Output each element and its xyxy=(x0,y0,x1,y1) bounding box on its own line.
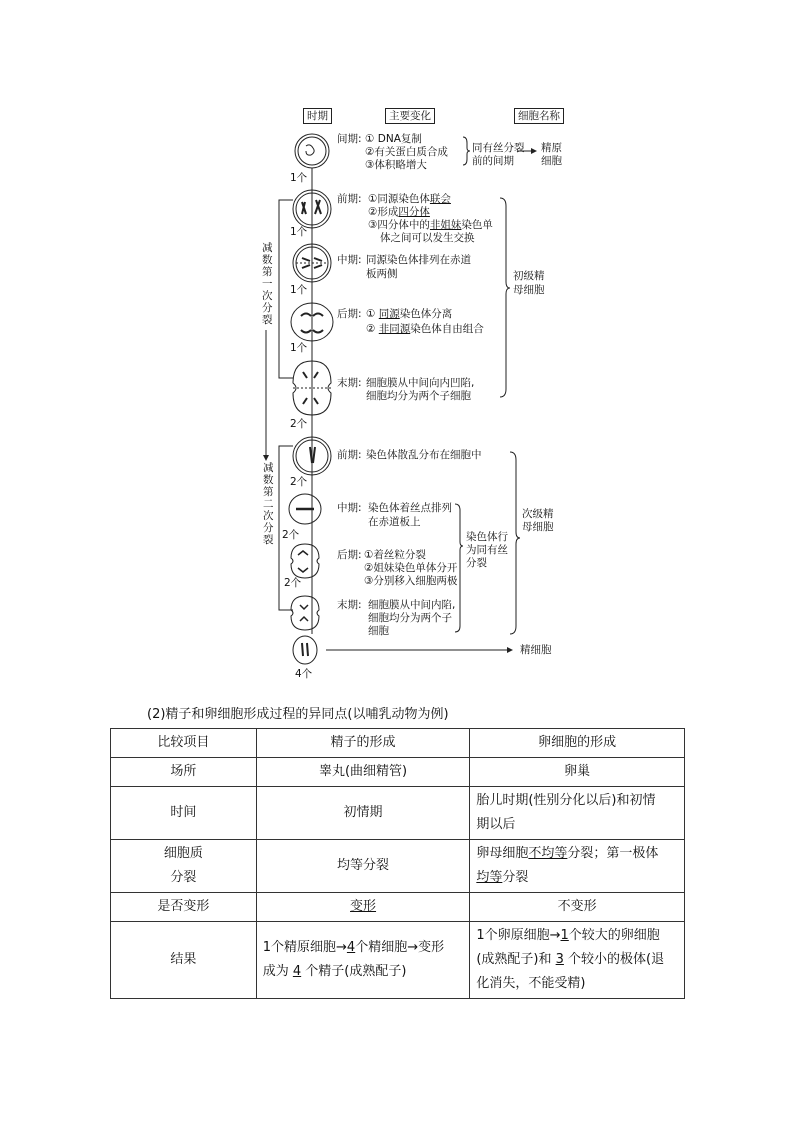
stage-text: ③分别移入细胞两极 xyxy=(364,575,458,587)
side-label: 精细胞 xyxy=(520,644,552,656)
stage-text: ②形成四分体 xyxy=(368,206,430,218)
table-row xyxy=(111,758,685,787)
table-cell: 结果 xyxy=(111,922,257,999)
stage-text: ①着丝粒分裂 xyxy=(364,549,426,561)
header-cell-name: 细胞名称 xyxy=(514,108,564,124)
cell-spermatid xyxy=(293,636,317,664)
table-cell: 是否变形 xyxy=(111,893,257,922)
stage-label: 前期: xyxy=(337,449,362,461)
stage-label: 后期: xyxy=(337,549,362,561)
table-cell: 初情期 xyxy=(256,787,470,840)
stage-text: 细胞膜从中间内陷, xyxy=(368,599,456,611)
stage-text: 体之间可以发生交换 xyxy=(380,232,475,244)
cell-interphase xyxy=(295,134,329,168)
count-label: 1个 xyxy=(290,172,308,184)
table-cell: 变形 xyxy=(256,893,470,922)
count-label: 2个 xyxy=(290,476,308,488)
side-label: 染色体行 xyxy=(466,531,508,543)
stage-label: 间期: xyxy=(337,133,362,145)
side-label: 次级精 xyxy=(522,508,554,520)
table-row xyxy=(111,840,685,893)
stage-text: 细胞 xyxy=(368,625,389,637)
table-cell: 比较项目 xyxy=(111,729,257,758)
table-cell: 时间 xyxy=(111,787,257,840)
stage-text: ②姐妹染色单体分开 xyxy=(364,562,458,574)
stage-label: 末期: xyxy=(337,599,362,611)
stage-text: 细胞均分为两个子细胞 xyxy=(366,390,471,402)
stage-text: 细胞均分为两个子 xyxy=(368,612,452,624)
stage-text: ③四分体中的非姐妹染色单 xyxy=(368,219,493,231)
table-row xyxy=(111,893,685,922)
table-cell: 1个卵原细胞→1个较大的卵细胞 (成熟配子)和 3 个较小的极体(退 化消失，不能受精) xyxy=(470,922,685,999)
table-cell: 精子的形成 xyxy=(256,729,470,758)
table-cell: 均等分裂 xyxy=(256,840,470,893)
count-label: 4个 xyxy=(295,668,313,680)
stage-text: 同源染色体排列在赤道 xyxy=(366,254,471,266)
table-cell: 不变形 xyxy=(470,893,685,922)
cell-m2-anaphase xyxy=(291,544,319,578)
count-label: 1个 xyxy=(290,226,308,238)
table-caption: (2)精子和卵细胞形成过程的异同点(以哺乳动物为例) xyxy=(147,707,449,722)
side-label: 初级精 xyxy=(513,270,545,282)
count-label: 1个 xyxy=(290,342,308,354)
meiosis1-label: 减数第一次分裂 xyxy=(262,242,273,326)
side-label: 同有丝分裂 xyxy=(472,142,525,154)
stage-text: 染色体散乱分布在细胞中 xyxy=(366,449,482,461)
count-label: 1个 xyxy=(290,284,308,296)
side-label: 精原 xyxy=(541,142,562,154)
stage-text: ① 同源染色体分离 xyxy=(366,308,453,320)
table-cell: 卵细胞的形成 xyxy=(470,729,685,758)
stage-label: 中期: xyxy=(337,502,362,514)
table-cell: 场所 xyxy=(111,758,257,787)
stage-text: ①同源染色体联会 xyxy=(368,193,451,205)
cell-m2-metaphase xyxy=(289,494,321,524)
table-cell: 1个精原细胞→4个精细胞→变形 成为 4 个精子(成熟配子) xyxy=(256,922,470,999)
side-label: 细胞 xyxy=(541,155,562,167)
table-cell: 睾丸(曲细精管) xyxy=(256,758,470,787)
table-cell: 卵母细胞不均等分裂；第一极体 均等分裂 xyxy=(470,840,685,893)
comparison-table xyxy=(110,728,685,999)
stage-label: 中期: xyxy=(337,254,362,266)
stage-label: 后期: xyxy=(337,308,362,320)
stage-text: 在赤道板上 xyxy=(368,516,421,528)
stage-text: ②有关蛋白质合成 xyxy=(365,146,448,158)
side-label: 母细胞 xyxy=(513,284,545,296)
stage-text: 染色体着丝点排列 xyxy=(368,502,452,514)
side-label: 为同有丝 xyxy=(466,544,508,556)
header-period: 时期 xyxy=(303,108,332,124)
table-cell: 卵巢 xyxy=(470,758,685,787)
table-cell: 细胞质 分裂 xyxy=(111,840,257,893)
stage-text: ② 非同源染色体自由组合 xyxy=(366,323,484,335)
side-label: 分裂 xyxy=(466,557,487,569)
stage-text: ① DNA复制 xyxy=(365,133,422,145)
table-row xyxy=(111,729,685,758)
side-label: 前的间期 xyxy=(472,155,514,167)
meiosis2-label: 减数第二次分裂 xyxy=(263,462,274,546)
header-change: 主要变化 xyxy=(385,108,435,124)
table-cell: 胎儿时期(性别分化以后)和初情 期以后 xyxy=(470,787,685,840)
table-row xyxy=(111,922,685,999)
stage-label: 末期: xyxy=(337,377,362,389)
count-label: 2个 xyxy=(282,529,300,541)
stage-text: ③体积略增大 xyxy=(365,159,427,171)
side-label: 母细胞 xyxy=(522,521,554,533)
stage-label: 前期: xyxy=(337,193,362,205)
cell-m2-telophase xyxy=(291,596,319,630)
stage-text: 细胞膜从中间向内凹陷, xyxy=(366,377,475,389)
stage-text: 板两侧 xyxy=(366,268,398,280)
count-label: 2个 xyxy=(290,418,308,430)
count-label: 2个 xyxy=(284,577,302,589)
table-row xyxy=(111,787,685,840)
